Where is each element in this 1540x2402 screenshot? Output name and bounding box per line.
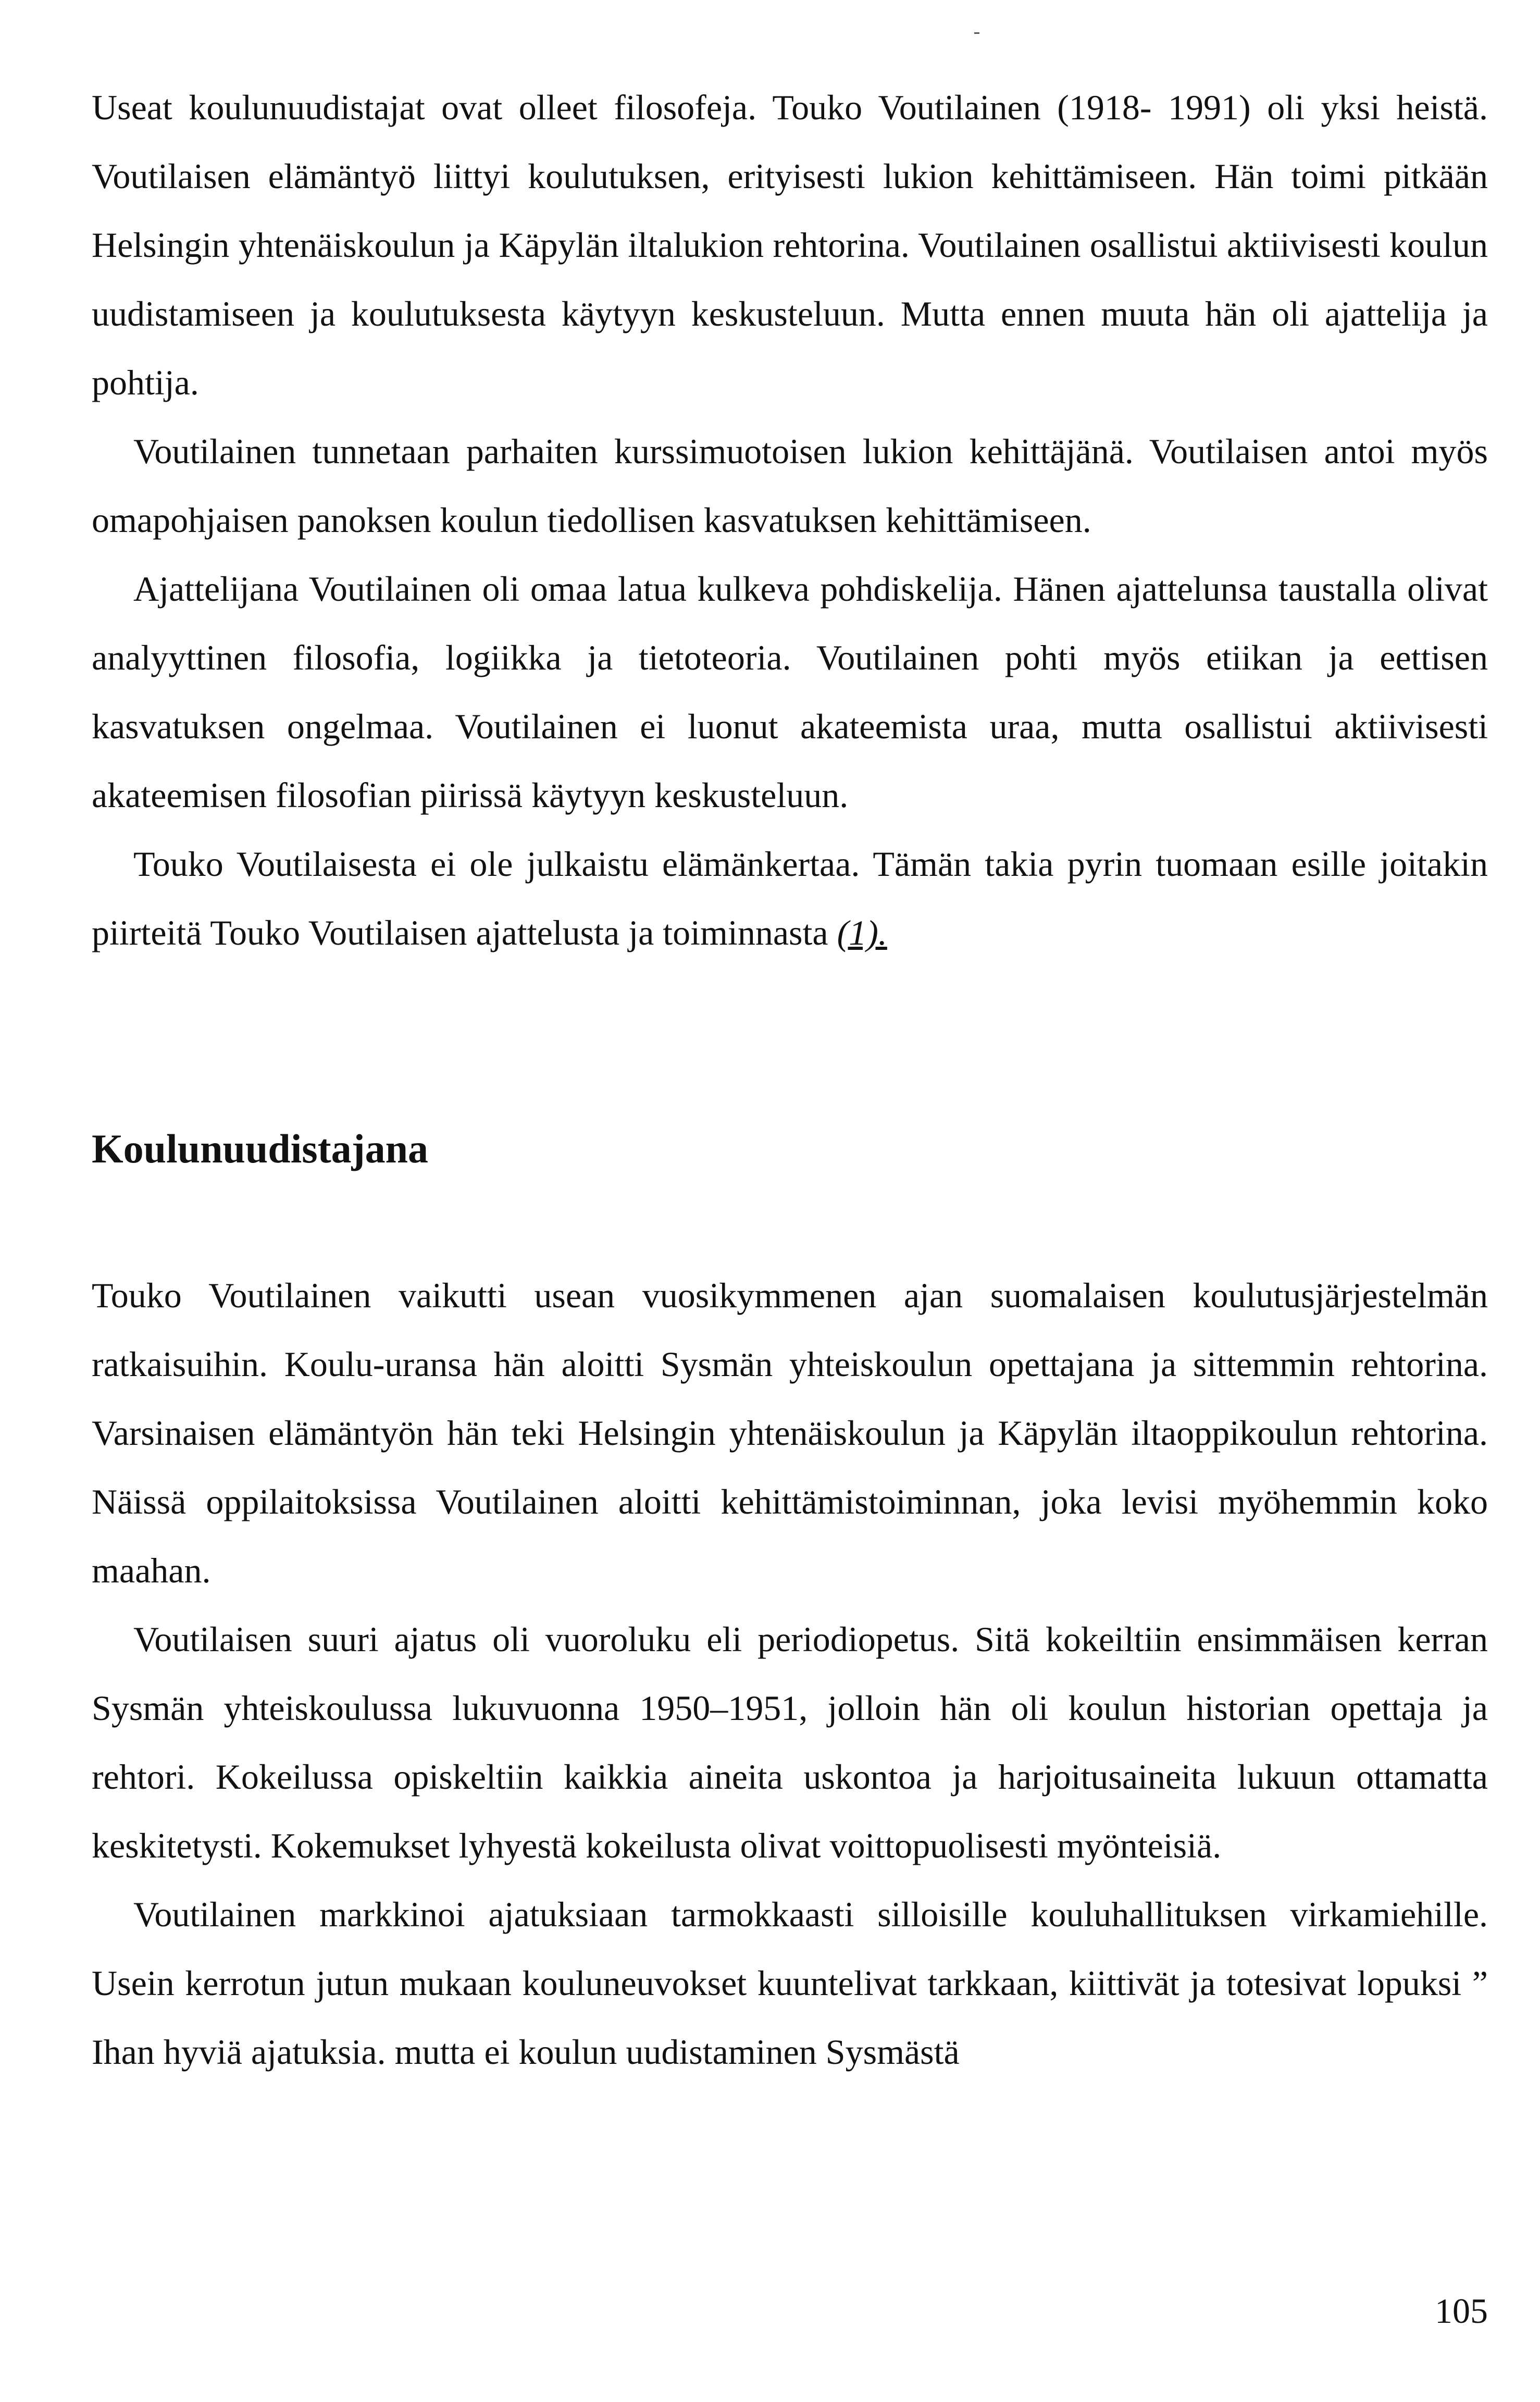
paragraph-elamankerta-text: Touko Voutilaisesta ei ole julkaistu elämänkertaa. Tämän takia pyrin tuomaan esille joitakin piirteitä Touko Voutilaisen ajattelusta ja toiminnasta — [92, 844, 1488, 952]
page-number: 105 — [1435, 2291, 1488, 2331]
section-koulunuudistajana — [92, 1261, 1488, 2086]
paragraph-elamankerta — [92, 829, 1488, 967]
paragraph-periodiopetus: Voutilaisen suuri ajatus oli vuoroluku eli periodiopetus. Sitä kokeiltiin ensimmäisen kerran Sysmän yhteiskoulussa lukuvuonna 1950–1951, jolloin hän oli koulun historian opettaja ja rehtori. Kokeilussa opiskeltiin kaikkia aineita uskontoa ja harjoitusaineita lukuun ottamatta keskitetysti. Kokemukset lyhyestä kokeilusta olivat voittopuolisesti myönteisiä. — [92, 1619, 1488, 1865]
footnote-reference: (1). — [837, 913, 887, 952]
section-heading: Koulunuudistajana — [92, 1126, 428, 1171]
paragraph-ajattelijana: Ajattelijana Voutilainen oli omaa latua kulkeva pohdiskelija. Hänen ajattelunsa taustalla olivat analyyttinen filosofia, logiikka ja tietoteoria. Voutilainen pohti myös etiikan ja eettisen kasvatuksen ongelmaa. Voutilainen ei luonut akateemista uraa, mutta osallistui aktiivisesti akateemisen filosofian piirissä käytyyn keskusteluun. — [92, 569, 1488, 815]
section-intro — [92, 73, 1488, 967]
paragraph-intro: Useat koulunuudistajat ovat olleet filosofeja. Touko Voutilainen (1918- 1991) oli yksi heistä. Voutilaisen elämäntyö liittyi koulutuksen, erityisesti lukion kehittämiseen. Hän toimi pitkään Helsingin yhtenäiskoulun ja Käpylän iltalukion rehtorina. Voutilainen osallistui aktiivisesti koulun uudistamiseen ja koulutuksesta käytyyn keskusteluun. Mutta ennen muuta hän oli ajattelija ja pohtija. — [92, 88, 1488, 402]
paragraph-vaikutti: Touko Voutilainen vaikutti usean vuosikymmenen ajan suomalaisen koulutusjärjestelmän ratkaisuihin. Koulu-uransa hän aloitti Sysmän yhteiskoulun opettajana ja sittemmin rehtorina. Varsinaisen elämäntyön hän teki Helsingin yhtenäiskoulun ja Käpylän iltaoppikoulun rehtorina. Näissä oppilaitoksissa Voutilainen aloitti kehittämistoiminnan, joka levisi myöhemmin koko maahan. — [92, 1276, 1488, 1590]
scan-mark — [974, 32, 979, 34]
paragraph-markkinointi: Voutilainen markkinoi ajatuksiaan tarmokkaasti silloisille kouluhallituksen virkamiehille. Usein kerrotun jutun mukaan kouluneuvokset kuuntelivat tarkkaan, kiittivät ja totesivat lopuksi ” Ihan hyviä ajatuksia. mutta ei koulun uudistaminen Sysmästä — [92, 1895, 1488, 2072]
paragraph-kurssimuotoinen-lukio: Voutilainen tunnetaan parhaiten kurssimuotoisen lukion kehittäjänä. Voutilaisen antoi myös omapohjaisen panoksen koulun tiedollisen kasvatuksen kehittämiseen. — [92, 431, 1488, 540]
